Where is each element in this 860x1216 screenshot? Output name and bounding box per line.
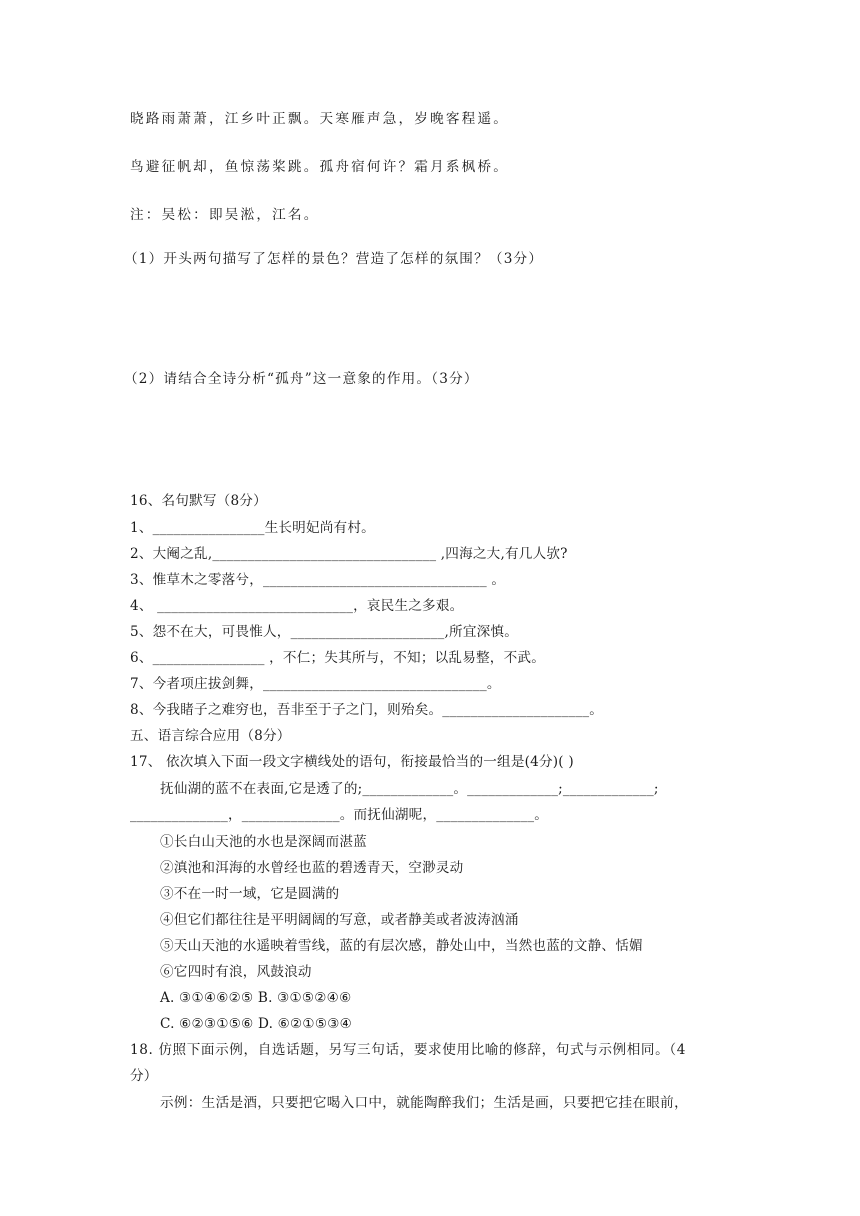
question-18-example: 示例：生活是酒，只要把它喝入口中，就能陶醉我们；生活是画，只要把它挂在眼前， bbox=[160, 1095, 688, 1111]
section-5-title: 五、语言综合应用（8分） bbox=[130, 728, 291, 744]
recitation-item-3: 3、惟草木之零落兮，________________________________ 。 bbox=[130, 572, 506, 588]
option-3: ③不在一时一域，它是圆满的 bbox=[160, 886, 340, 902]
poem-line-1: 晓路雨萧萧，江乡叶正飘。天寒雁声急，岁晚客程遥。 bbox=[130, 111, 510, 127]
recitation-item-8: 8、今我睹子之难穷也，吾非至于子之门，则殆矣。_____________________。 bbox=[130, 702, 604, 718]
recitation-item-2: 2、大阉之乱,________________________________ ,四海之大,有几人欤? bbox=[130, 546, 568, 562]
question-17-stem: 17、 依次填入下面一段文字横线处的语句，衔接最恰当的一组是(4分)( ) bbox=[130, 754, 574, 770]
question-17-passage-1: 抚仙湖的蓝不在表面,它是透了的;_____________。_____________;_____________; bbox=[160, 781, 659, 797]
option-2: ②滇池和洱海的水曾经也蓝的碧透青天，空渺灵动 bbox=[160, 860, 464, 876]
recitation-item-4: 4、 ____________________________，哀民生之多艰。 bbox=[130, 598, 464, 614]
question-15-2: （2）请结合全诗分析“孤舟”这一意象的作用。（3分） bbox=[124, 371, 479, 387]
option-1: ①长白山天池的水也是深阔而湛蓝 bbox=[160, 834, 367, 850]
option-4: ④但它们都往往是平明阔阔的写意，或者静美或者波涛汹涌 bbox=[160, 912, 519, 928]
recitation-item-6: 6、________________ ，不仁；失其所与，不知；以乱易整，不武。 bbox=[130, 650, 545, 666]
poem-note: 注：吴松：即吴淞，江名。 bbox=[130, 207, 320, 223]
question-15-1: （1）开头两句描写了怎样的景色？营造了怎样的氛围？（3分） bbox=[124, 251, 544, 267]
recitation-item-5: 5、怨不在大，可畏惟人，______________________,所宜深慎。 bbox=[130, 624, 518, 640]
question-17-passage-2: ______________，______________。而抚仙湖呢，______________。 bbox=[130, 807, 549, 823]
poem-line-2: 鸟避征帆却，鱼惊荡桨跳。孤舟宿何许？霜月系枫桥。 bbox=[130, 159, 510, 175]
question-18-stem: 18. 仿照下面示例，自选话题，另写三句话，要求使用比喻的修辞，句式与示例相同。（4 bbox=[130, 1042, 686, 1058]
question-18-stem-cont: 分） bbox=[130, 1068, 158, 1084]
recitation-item-1: 1、________________生长明妃尚有村。 bbox=[130, 520, 375, 536]
section-16-title: 16、名句默写（8分） bbox=[130, 493, 267, 509]
option-5: ⑤天山天池的水遥映着雪线，蓝的有层次感，静处山中，当然也蓝的文静、恬媚 bbox=[160, 938, 643, 954]
choices-a-b: A. ③①④⑥②⑤ B. ③①⑤②④⑥ bbox=[160, 990, 352, 1006]
choices-c-d: C. ⑥②③①⑤⑥ D. ⑥②①⑤③④ bbox=[160, 1016, 352, 1032]
option-6: ⑥它四时有浪，风鼓浪动 bbox=[160, 964, 312, 980]
recitation-item-7: 7、今者项庄拔剑舞，________________________________。 bbox=[130, 676, 501, 692]
